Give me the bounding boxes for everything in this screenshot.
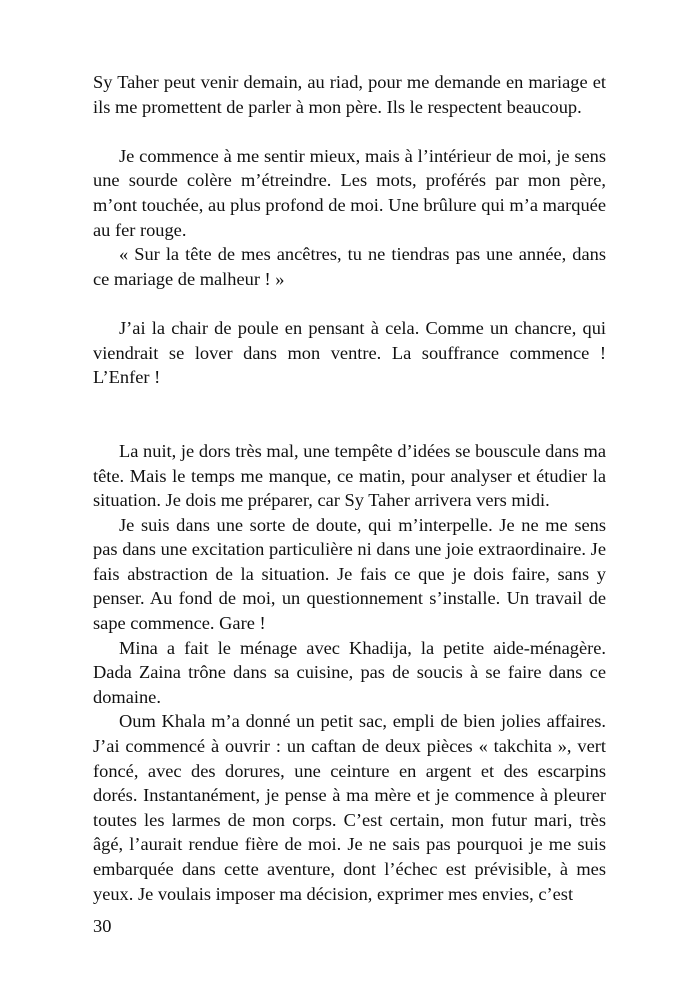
paragraph-4: La nuit, je dors très mal, une tempête d’idées se bouscule dans ma tête. Mais le temps me manque, ce matin, pour analyser et étudier la situation. Je dois me préparer, car Sy Taher arrivera vers midi. bbox=[93, 440, 606, 511]
paragraph-gap bbox=[93, 291, 606, 316]
paragraph-gap bbox=[93, 119, 606, 144]
paragraph-5: Je suis dans une sorte de doute, qui m’interpelle. Je ne me sens pas dans une excitation particulière ni dans une joie extraordinaire. Je fais abstraction de la situation. Je fais ce que je dois faire, sans y penser. Au fond de moi, un questionnement s’installe. Un travail de sape commence. Gare ! bbox=[93, 514, 606, 634]
paragraph-1: Sy Taher peut venir demain, au riad, pour me demande en mariage et ils me promettent de parler à mon père. Ils le respectent beaucoup. bbox=[93, 72, 606, 117]
quote-paragraph: « Sur la tête de mes ancêtres, tu ne tiendras pas une année, dans ce mariage de malheur ! » bbox=[93, 244, 606, 289]
paragraph-7: Oum Khala m’a donné un petit sac, empli de bien jolies affaires. J’ai commencé à ouvrir : un caftan de deux pièces « takchita », vert foncé, avec des dorures, une ceinture en argent et des escarpins dorés. Instantanément, je pense à ma mère et je commence à pleurer toutes les larmes de mon corps. C’est certain, mon futur mari, très âgé, l’aurait rendue fière de moi. Je ne sais pas pourquoi je me suis embarquée dans cette aventure, dont l’échec est prévisible, à mes yeux. Je voulais imposer ma décision, exprimer mes envies, c’est bbox=[93, 711, 606, 904]
page-body bbox=[93, 70, 606, 906]
page-number: 30 bbox=[93, 916, 112, 936]
paragraph-6: Mina a fait le ménage avec Khadija, la petite aide-ménagère. Dada Zaina trône dans sa cuisine, pas de soucis à se faire dans ce domaine. bbox=[93, 637, 606, 707]
paragraph-3: J’ai la chair de poule en pensant à cela. Comme un chancre, qui viendrait se lover dans mon ventre. La souffrance commence ! L’Enfer ! bbox=[93, 317, 606, 388]
paragraph-2: Je commence à me sentir mieux, mais à l’intérieur de moi, je sens une sourde colère m’étreindre. Les mots, proférés par mon père, m’ont touchée, au plus profond de moi. Une brûlure qui m’a marquée au fer rouge. bbox=[93, 145, 606, 240]
section-break bbox=[93, 390, 606, 439]
